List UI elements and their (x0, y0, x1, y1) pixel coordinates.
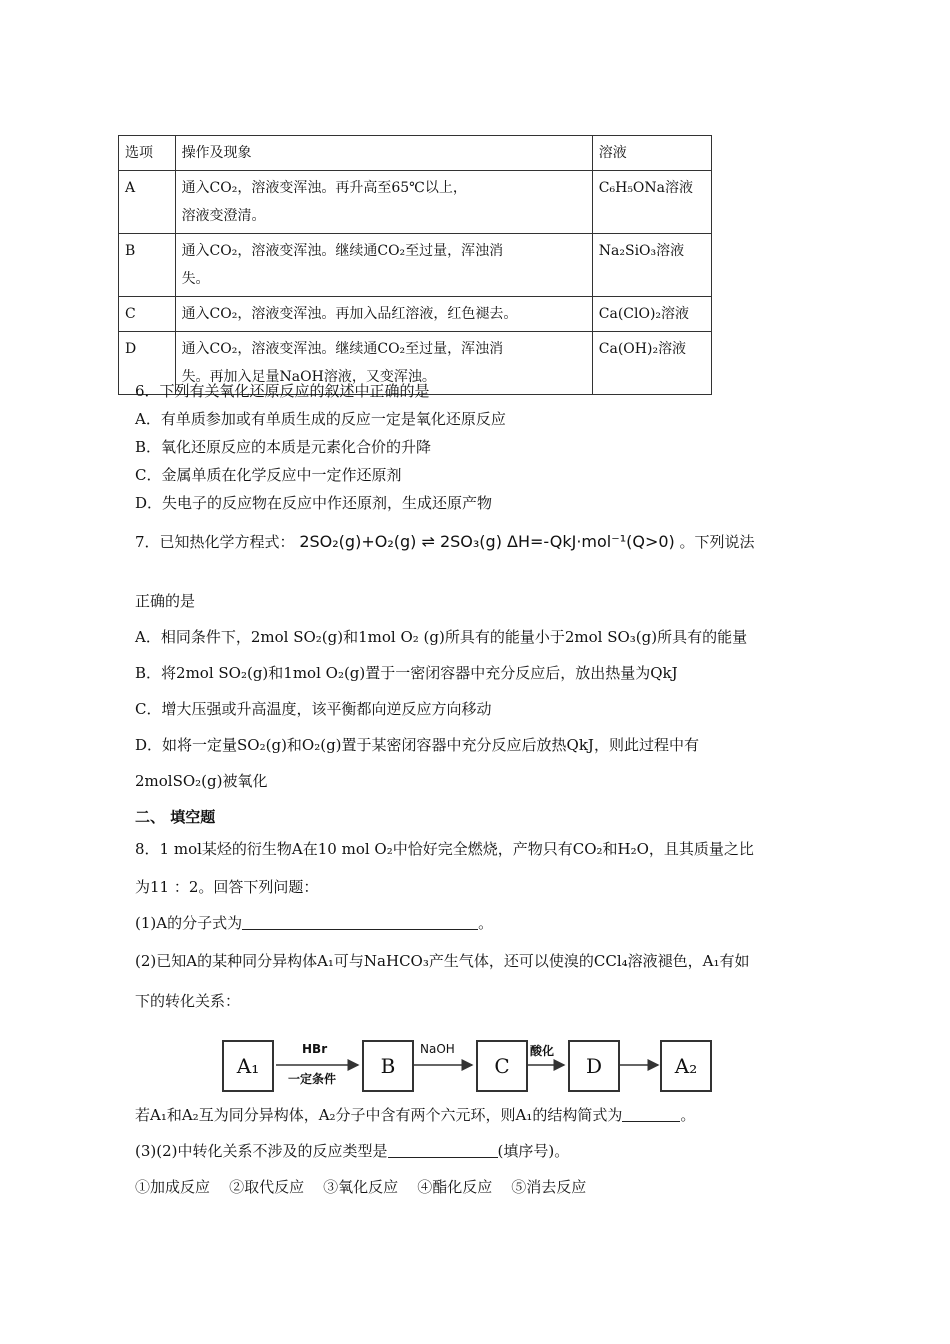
box-b: B (362, 1040, 414, 1092)
row-option: A (119, 171, 176, 234)
q6-option-a: A．有单质参加或有单质生成的反应一定是氧化还原反应 (135, 410, 506, 428)
thermochemical-equation: 2SO₂(g)+O₂(g) ⇌ 2SO₃(g) ΔH=-QkJ·mol⁻¹(Q>0) (299, 532, 675, 551)
operation-line: 失。 (181, 271, 210, 287)
section-heading: 二、 填空题 (135, 808, 216, 826)
options-table (118, 135, 712, 395)
operation-line: 溶液变澄清。 (181, 208, 266, 224)
q7-stem-line2: 正确的是 (135, 592, 196, 610)
q6-option-d: D．失电子的反应物在反应中作还原剂，生成还原产物 (135, 494, 493, 512)
table-row (119, 297, 712, 332)
box-a2: A₂ (660, 1040, 712, 1092)
header-option: 选项 (119, 136, 176, 171)
table-row (119, 234, 712, 297)
arrow1-top-label: HBr (302, 1042, 328, 1056)
q7-option-a: A．相同条件下，2mol SO₂(g)和1mol O₂ (g)所具有的能量小于2mol SO₃(g)所具有的能量 (135, 628, 748, 646)
q8-part1-post: 。 (478, 914, 494, 932)
q8-line1: 8．1 mol某烃的衍生物A在10 mol O₂中恰好完全燃烧，产物只有CO₂和H₂O，且其质量之比 (135, 840, 754, 858)
operation-line: 失。再加入足量NaOH溶液，又变浑浊。 (181, 369, 436, 385)
q8-part2-question (135, 1104, 695, 1126)
arrow2-top-label: NaOH (420, 1042, 455, 1056)
q6-stem: 6．下列有关氧化还原反应的叙述中正确的是 (135, 382, 430, 400)
operation-line: 通入CO₂，溶液变浑浊。继续通CO₂至过量，浑浊消 (181, 243, 504, 259)
q8-part2-line1: (2)已知A的某种同分异构体A₁可与NaHCO₃产生气体，还可以使溴的CCl₄溶液褪色，A₁有如 (135, 952, 750, 970)
q7-stem-line (135, 531, 755, 553)
q6-option-b: B．氧化还原反应的本质是元素化合价的升降 (135, 438, 432, 456)
q8-part2-question-post: 。 (680, 1106, 696, 1124)
operation-line: 通入CO₂，溶液变浑浊。再加入品红溶液，红色褪去。 (181, 306, 518, 322)
box-d: D (568, 1040, 620, 1092)
operation-line: 通入CO₂，溶液变浑浊。再升高至65℃以上， (181, 180, 467, 196)
row-solution: Na₂SiO₃溶液 (592, 234, 711, 297)
answer-blank[interactable] (388, 1141, 498, 1158)
q8-part2-question-pre: 若A₁和A₂互为同分异构体，A₂分子中含有两个六元环，则A₁的结构简式为 (135, 1106, 623, 1124)
q8-part3-post: (填序号)。 (497, 1142, 570, 1160)
q8-part1 (135, 912, 493, 934)
box-a1: A₁ (222, 1040, 274, 1092)
operation-line: 通入CO₂，溶液变浑浊。继续通CO₂至过量，浑浊消 (181, 341, 504, 357)
row-operation (175, 171, 592, 234)
row-operation (175, 234, 592, 297)
q8-part3 (135, 1140, 569, 1162)
conversion-diagram (222, 1036, 712, 1094)
header-operation: 操作及现象 (175, 136, 592, 171)
q7-stem-post: 。下列说法 (679, 533, 755, 551)
q7-option-d-line1: D．如将一定量SO₂(g)和O₂(g)置于某密闭容器中充分反应后放热QkJ，则此过程中有 (135, 736, 699, 754)
q8-line2: 为11 ：2。回答下列问题： (135, 878, 319, 896)
row-solution: Ca(ClO)₂溶液 (592, 297, 711, 332)
q8-reaction-options: ①加成反应 ②取代反应 ③氧化反应 ④酯化反应 ⑤消去反应 (135, 1178, 587, 1196)
row-solution: C₆H₅ONa溶液 (592, 171, 711, 234)
q8-part1-pre: (1)A的分子式为 (135, 914, 243, 932)
row-option: C (119, 297, 176, 332)
q7-option-d-line2: 2molSO₂(g)被氧化 (135, 772, 268, 790)
box-c: C (476, 1040, 528, 1092)
q7-stem-pre: 7．已知热化学方程式： (135, 533, 295, 551)
table-row (119, 171, 712, 234)
q6-option-c: C．金属单质在化学反应中一定作还原剂 (135, 466, 402, 484)
answer-blank[interactable] (622, 1105, 680, 1122)
q7-option-c: C．增大压强或升高温度，该平衡都向逆反应方向移动 (135, 700, 492, 718)
answer-blank[interactable] (242, 913, 478, 930)
q8-part2-line2: 下的转化关系： (135, 992, 241, 1010)
row-option: B (119, 234, 176, 297)
row-option: D (119, 332, 176, 395)
row-solution: Ca(OH)₂溶液 (592, 332, 711, 395)
q8-part3-pre: (3)(2)中转化关系不涉及的反应类型是 (135, 1142, 388, 1160)
table-header-row (119, 136, 712, 171)
row-operation (175, 297, 592, 332)
arrow1-bottom-label: 一定条件 (288, 1072, 337, 1086)
q7-option-b: B．将2mol SO₂(g)和1mol O₂(g)置于一密闭容器中充分反应后，放出热量为QkJ (135, 664, 678, 682)
header-solution: 溶液 (592, 136, 711, 171)
arrow3-top-label: 酸化 (530, 1044, 555, 1058)
